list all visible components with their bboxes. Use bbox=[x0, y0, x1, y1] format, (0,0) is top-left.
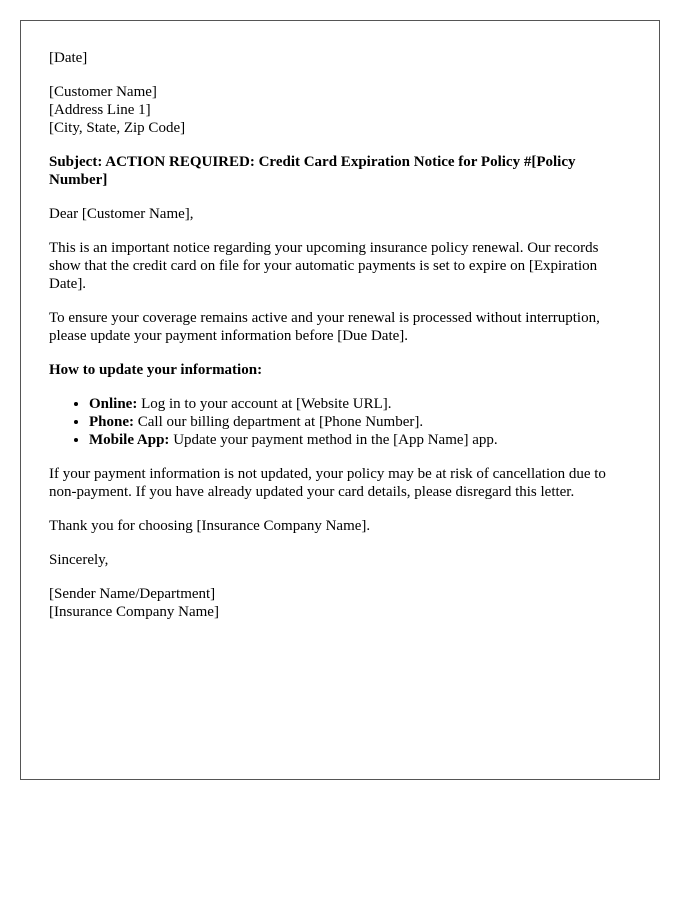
letter-date bbox=[49, 49, 631, 67]
method-online bbox=[89, 395, 631, 413]
letter-page bbox=[20, 20, 660, 780]
letter-subject: Subject: ACTION REQUIRED: Credit Card Expiration Notice for Policy #[Policy Number] bbox=[49, 154, 576, 188]
recipient-address-line-1: [Address Line 1] bbox=[49, 102, 151, 118]
method-online-text: Log in to your account at [Website URL]. bbox=[137, 396, 392, 412]
recipient-address bbox=[49, 83, 631, 137]
salutation: Dear [Customer Name], bbox=[49, 206, 194, 222]
paragraph-renewal-notice: This is an important notice regarding your upcoming insurance policy renewal. Our records show that the credit card on file for your automatic payments is set to expire on [Expiration Date]. bbox=[49, 240, 599, 292]
thanks-line: Thank you for choosing [Insurance Company Name]. bbox=[49, 518, 371, 534]
method-mobile-app bbox=[89, 431, 631, 449]
paragraph-update-request: To ensure your coverage remains active and your renewal is processed without interruption, please update your payment information before [Due Date]. bbox=[49, 310, 600, 344]
signature-company: [Insurance Company Name] bbox=[49, 604, 219, 620]
method-online-label: Online: bbox=[89, 396, 138, 412]
method-mobile-app-text: Update your payment method in the [App Name] app. bbox=[169, 432, 498, 448]
closing: Sincerely, bbox=[49, 552, 109, 568]
method-phone-label: Phone: bbox=[89, 414, 134, 430]
howto-heading: How to update your information: bbox=[49, 362, 263, 378]
signature-block bbox=[49, 585, 631, 621]
recipient-city-state-zip: [City, State, Zip Code] bbox=[49, 120, 186, 136]
method-phone-text: Call our billing department at [Phone Number]. bbox=[134, 414, 424, 430]
paragraph-cancellation-warning: If your payment information is not updated, your policy may be at risk of cancellation due to non-payment. If you have already updated your card details, please disregard this letter. bbox=[49, 466, 606, 500]
update-methods-list bbox=[49, 395, 631, 449]
method-phone bbox=[89, 413, 631, 431]
recipient-name: [Customer Name] bbox=[49, 84, 157, 100]
method-mobile-app-label: Mobile App: bbox=[89, 432, 170, 448]
date-text: [Date] bbox=[49, 50, 88, 66]
signature-sender: [Sender Name/Department] bbox=[49, 586, 216, 602]
